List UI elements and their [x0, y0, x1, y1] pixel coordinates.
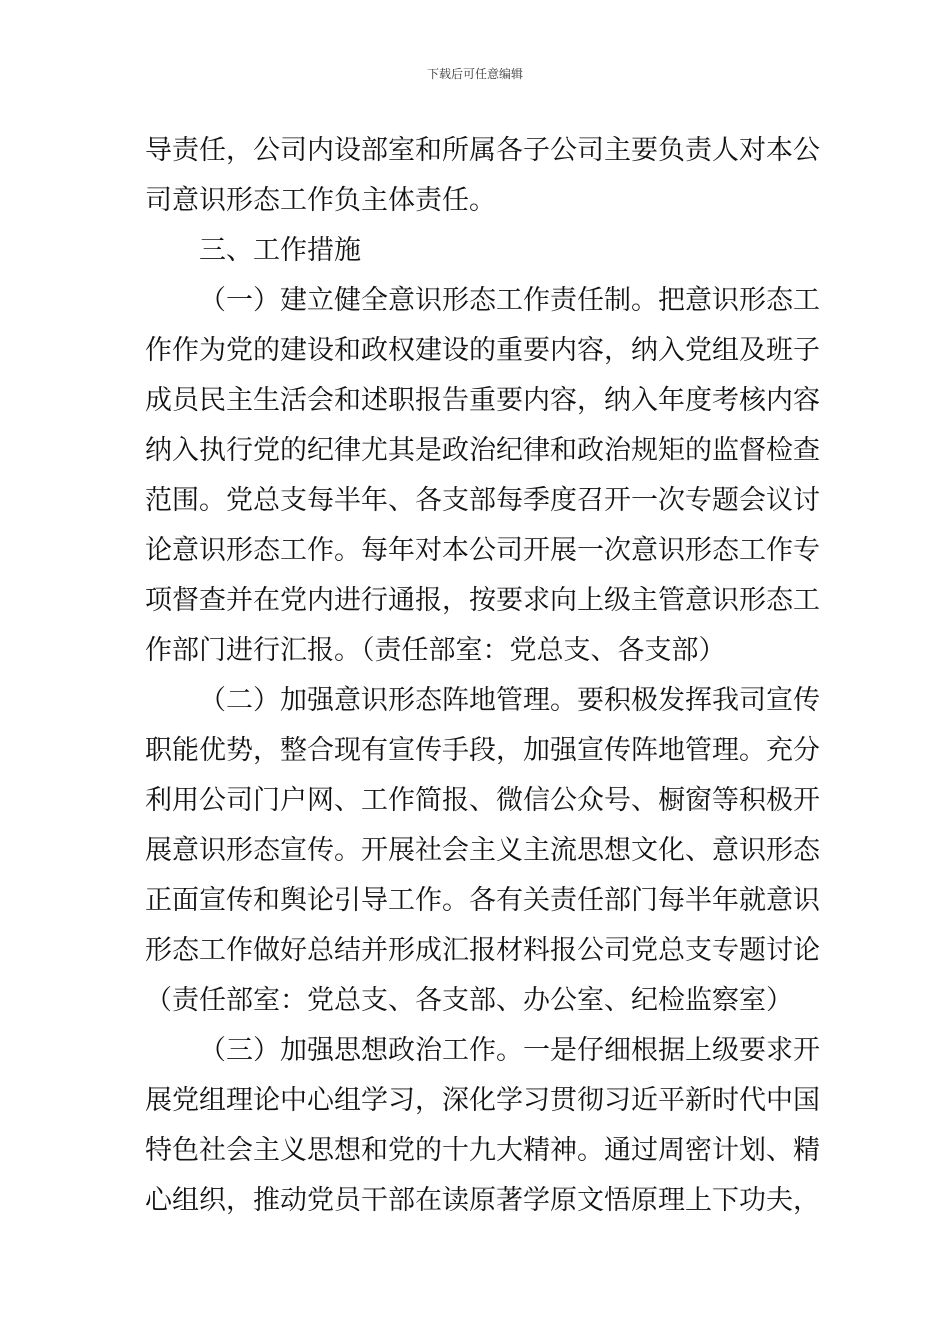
text-line: 司意识形态工作负主体责任。 — [145, 185, 496, 216]
text-line: （责任部室：党总支、各支部、办公室、纪检监察室） — [145, 985, 793, 1016]
text-line: 纳入执行党的纪律尤其是政治纪律和政治规矩的监督检查 — [145, 435, 820, 466]
text-line: 范围。党总支每半年、各支部每季度召开一次专题会议讨 — [145, 485, 820, 516]
text-line: （二）加强意识形态阵地管理。要积极发挥我司宣传 — [199, 685, 820, 716]
document-body — [145, 126, 820, 1226]
text-line: 作部门进行汇报。（责任部室：党总支、各支部） — [145, 635, 726, 666]
text-line: （一）建立健全意识形态工作责任制。把意识形态工 — [199, 285, 820, 316]
text-line: （三）加强思想政治工作。一是仔细根据上级要求开 — [199, 1035, 820, 1066]
text-line: 导责任，公司内设部室和所属各子公司主要负责人对本公 — [145, 135, 820, 166]
page-header-note: 下载后可任意编辑 — [426, 67, 523, 81]
text-line: 形态工作做好总结并形成汇报材料报公司党总支专题讨论 — [145, 935, 820, 966]
text-line: 心组织，推动党员干部在读原著学原文悟原理上下功夫， — [145, 1185, 820, 1216]
text-line: 项督查并在党内进行通报，按要求向上级主管意识形态工 — [145, 585, 820, 616]
text-line: 展意识形态宣传。开展社会主义主流思想文化、意识形态 — [145, 835, 820, 866]
text-line: 成员民主生活会和述职报告重要内容，纳入年度考核内容 — [145, 385, 820, 416]
text-line: 职能优势，整合现有宣传手段，加强宣传阵地管理。充分 — [145, 735, 820, 766]
text-line: 展党组理论中心组学习，深化学习贯彻习近平新时代中国 — [145, 1085, 820, 1116]
text-line: 正面宣传和舆论引导工作。各有关责任部门每半年就意识 — [145, 885, 820, 916]
text-line: 利用公司门户网、工作简报、微信公众号、橱窗等积极开 — [145, 785, 820, 816]
text-line: 三、工作措施 — [199, 235, 361, 266]
text-line: 论意识形态工作。每年对本公司开展一次意识形态工作专 — [145, 535, 820, 566]
text-line: 作作为党的建设和政权建设的重要内容，纳入党组及班子 — [145, 335, 820, 366]
text-line: 特色社会主义思想和党的十九大精神。通过周密计划、精 — [145, 1135, 820, 1166]
